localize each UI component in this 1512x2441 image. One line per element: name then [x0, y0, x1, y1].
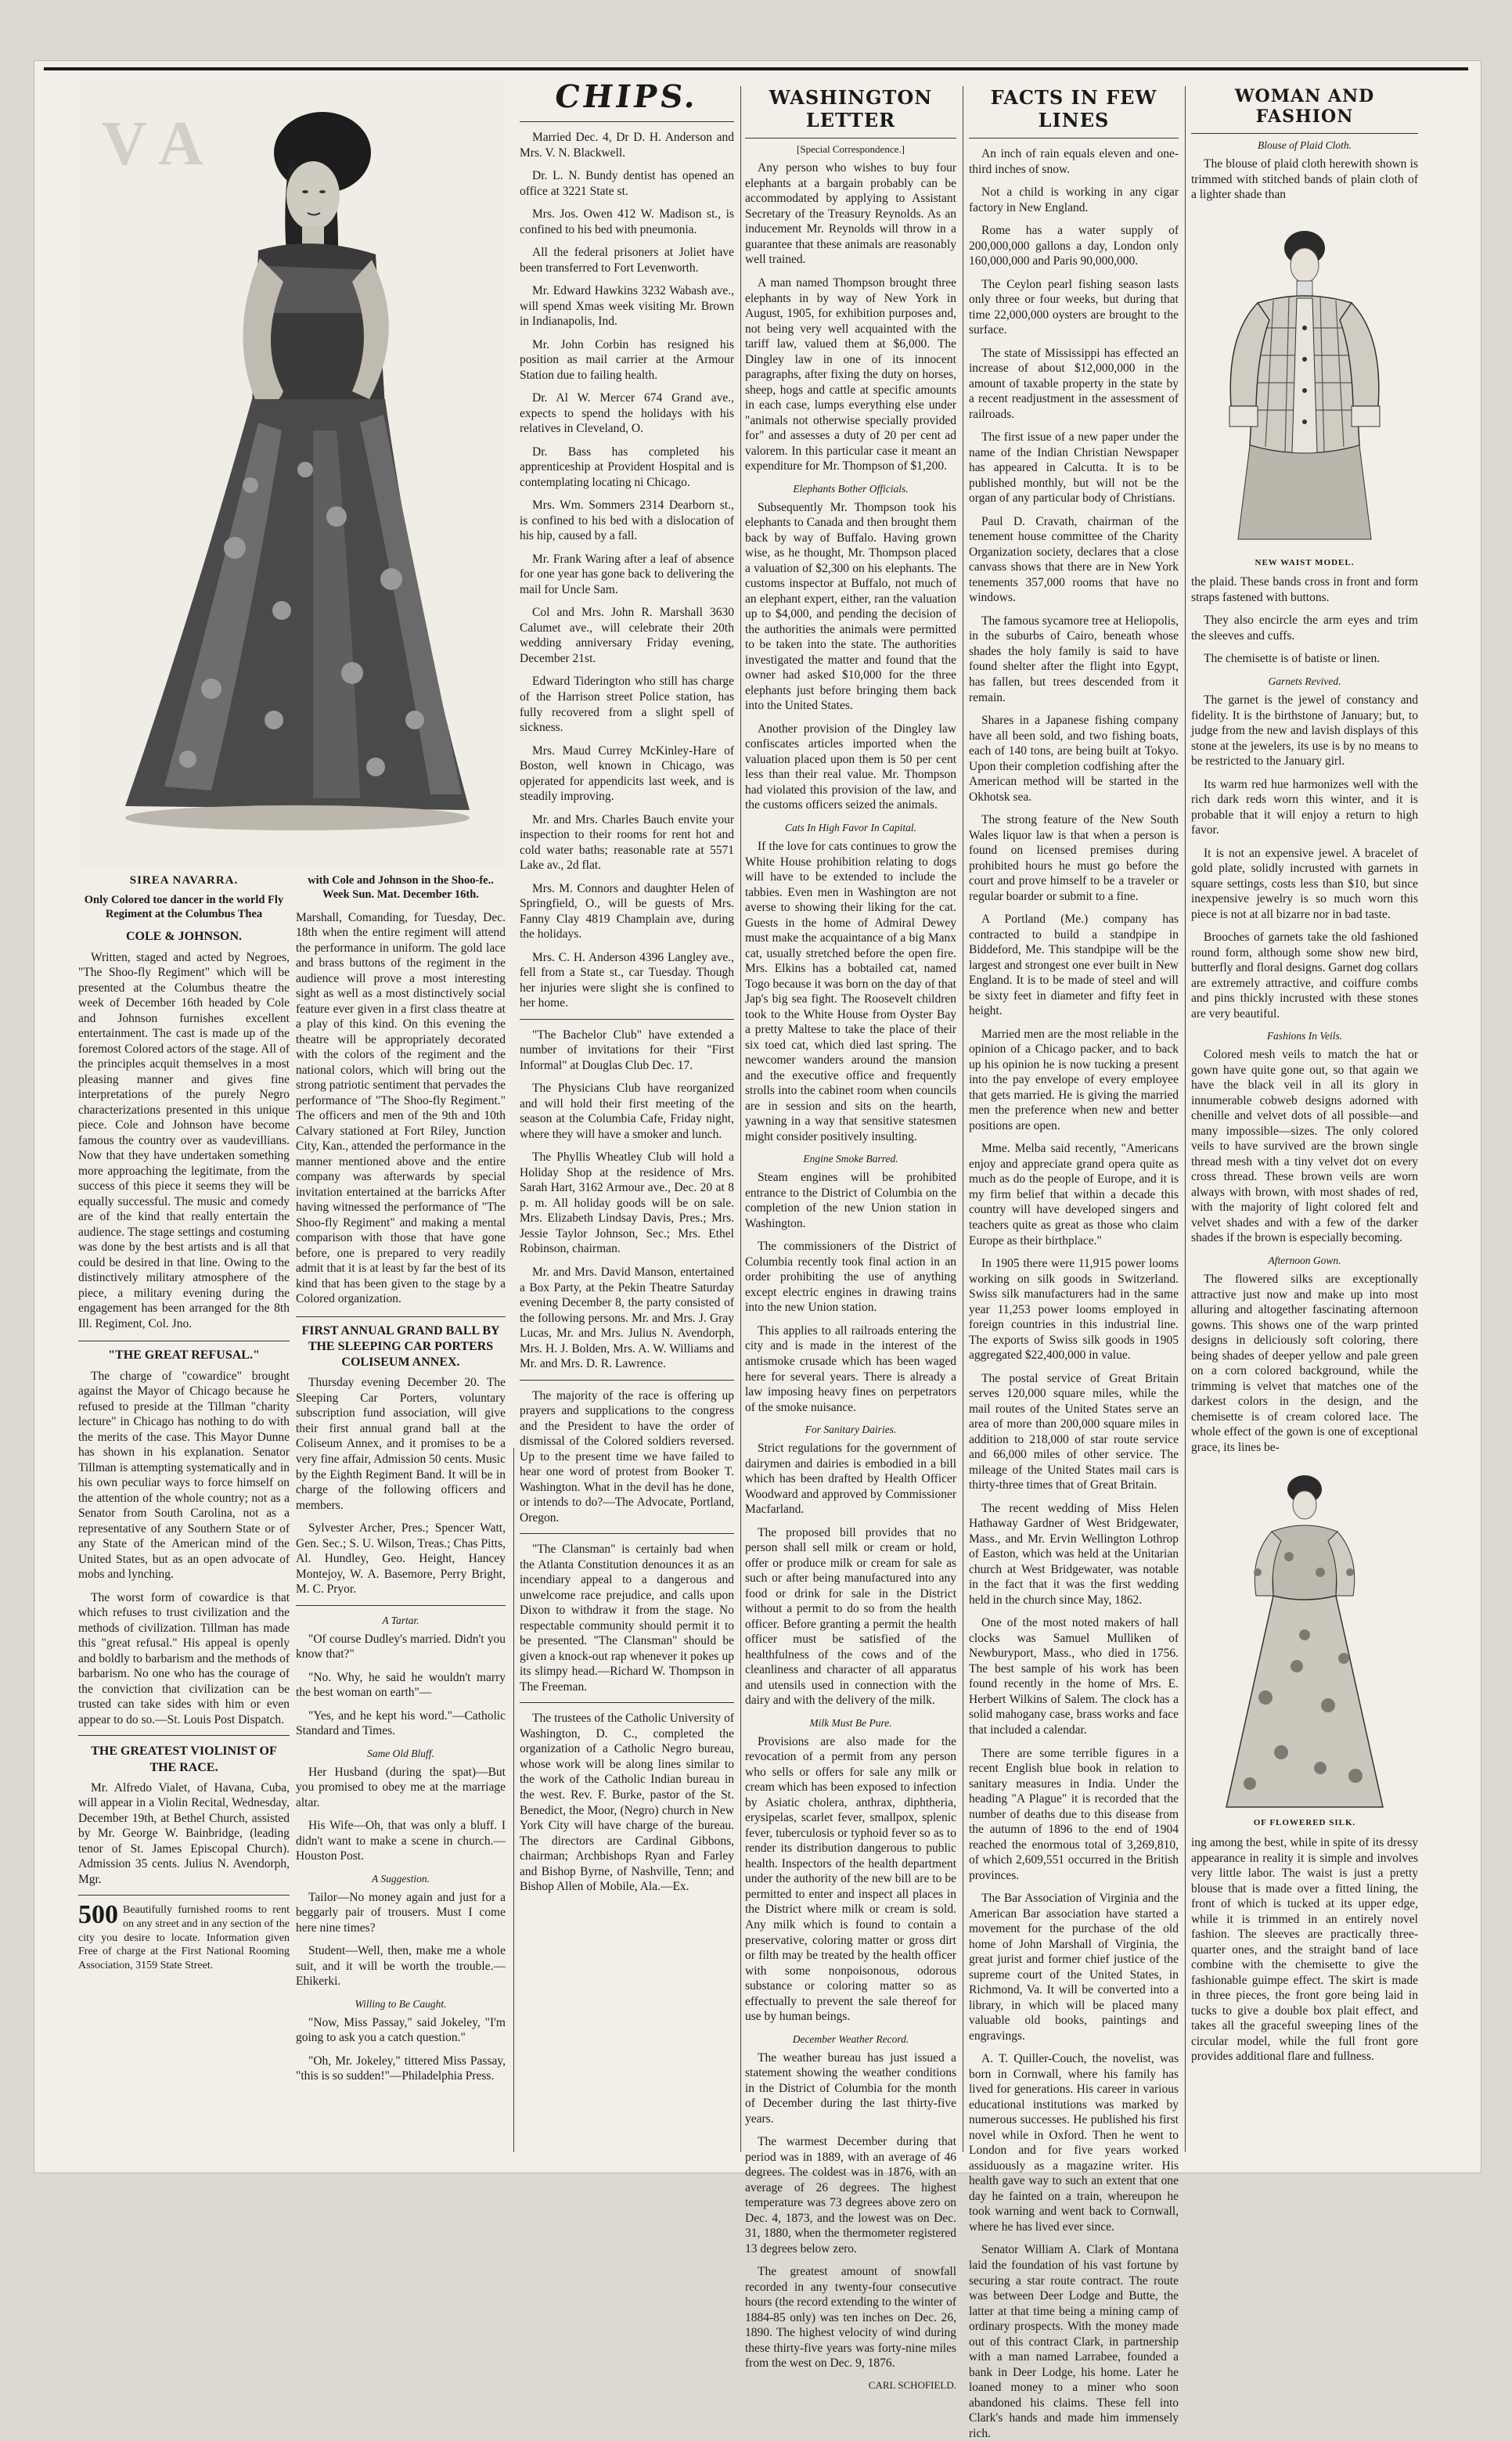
chips-heading: CHIPS.	[552, 78, 702, 115]
refusal-paragraph: The charge of "cowardice" brought against the Mayor of Chicago because he refused to preside at the Tillman "charity lecture" in Chicago has nothing to do with the merits of the case. This Mayor Dunne has shown in his explanation. Senator Tillman is attempting systematically and in his own peculiar ways to force himself on the attention of the whole country; not as a Senator from South Carolina, not as a representative of any Southern State or of any State of the American mind of the United States, but as an open advocate of mobs and lynching.	[78, 1369, 290, 1582]
refusal-paragraph: The worst form of cowardice is that which refuses to trust civilization and the methods of civilization. Tillman has made this "great refusal." His appeal is openly and boldly to barbarism and the methods of barbarism. No one who has the courage of the conviction that civilization can be trusted can take sides with him or even appear to do so.—St. Louis Post Dispatch.	[78, 1590, 290, 1726]
divider	[520, 1533, 734, 1534]
fact-item: The Bar Association of Virginia and the American Bar association have started a movement for the purchase of the old home of John Marshall of Virginia, the great jurist and former chief justice of the supreme court of the United States, in Richmond, Va. It will be converted into a library, in which will be placed many valuable old books, paintings and engravings.	[969, 1892, 1179, 2043]
photo-caption-text: Only Colored toe dancer in the world Fly Regiment at the Columbus Thea	[84, 893, 284, 921]
fact-item: Mme. Melba said recently, "Americans enjoy and appreciate grand opera quite as much as do the people of Europe, and it is my firm belief that within a decade this country will have developed singers and teachers quite as great as those who claim Europe as their birthplace."	[969, 1142, 1179, 1248]
dancer-photo	[78, 78, 506, 869]
fact-item: A Portland (Me.) company has contracted to build a standpipe in Biddeford, Me. This standpipe will be the largest and strongest one ever built in New England. It is to be made of steel and will be sixty feet in diameter and fifty feet in height.	[969, 913, 1179, 1018]
chips-item: Mrs. C. H. Anderson 4396 Langley ave., fell from a State st., car Tuesday. Though her injuries were slight she is confined to her home.	[520, 950, 734, 1010]
fact-item: Senator William A. Clark of Montana laid the foundation of his vast fortune by securing a star route contract. The route was between Deer Lodge and Butte, the latter at that time being a mining camp of ordinary prospects. With the money made out of this contract Clark, in partnership with a man named Larrabee, founded a bank in Deer Lodge, his home. Later he loaned money to a miner who soon abandoned his claims. These fell into Clark's hands and made him immensely rich.	[969, 2243, 1179, 2440]
bluff-line: His Wife—Oh, that was only a bluff. I didn't want to make a scene in church.—Houston Post.	[296, 1819, 506, 1863]
chips-item: All the federal prisoners at Joliet have been transferred to Fort Levenworth.	[520, 246, 734, 275]
fact-item: The postal service of Great Britain serves 120,000 square miles, while the mail routes of the United States serve an area of more than 200,000 square miles in addition to 218,000 of star route service and 66,000 miles of other service. The mileage of the United States mail cars is thirty-three times that of Great Britain.	[969, 1371, 1179, 1492]
tartar-line: "Yes, and he kept his word."—Catholic Standard and Times.	[296, 1708, 506, 1738]
washington-paragraph: The weather bureau has just issued a statement showing the weather conditions in the District of Columbia for the month of December during the last thirty-five years.	[745, 2050, 956, 2126]
chips-item: Mrs. Maud Currey McKinley-Hare of Boston, well known in Chicago, was opjerated for appendicits last week, and is steadily improving.	[520, 743, 734, 804]
washington-paragraph: This applies to all railroads entering the city and is made in the interest of the antismoke crusade which has been waged here for several years. There is already a law imposing heavy fines on perpetrators of the smoke nuisance.	[745, 1323, 956, 1414]
column-rule	[513, 1448, 514, 2152]
photo-block	[78, 78, 506, 869]
column-1	[78, 873, 290, 2157]
ad-text: Beautifully furnished rooms to rent on any street and in any section of the city you desire to locate. Information given Free of charge at the First National Rooming Association, 3159 State Street.	[78, 1904, 290, 1971]
divider	[969, 138, 1179, 139]
violinist-heading: THE GREATEST VIOLINIST OF THE RACE.	[91, 1744, 277, 1774]
subhead: Blouse of Plaid Cloth.	[1258, 139, 1352, 151]
fact-item: The state of Mississippi has effected an increase of about $12,000,000 in the amount of taxable property in the state by a recent readjustment in the assessment of railroads.	[969, 346, 1179, 421]
tartar-line: "No. Why, he said he wouldn't marry the best woman on earth"—	[296, 1670, 506, 1700]
waist-illustration	[1211, 211, 1399, 555]
chips-item: Mr. Edward Hawkins 3232 Wabash ave., will spend Xmas week visiting Mr. Brown in Indianapolis, Ind.	[520, 284, 734, 329]
chips-item: Dr. Bass has completed his apprenticeship at Provident Hospital and is contemplating locating ni Chicago.	[520, 445, 734, 489]
washington-paragraph: The commissioners of the District of Columbia recently took final action in an order prohibiting the use of anything except electric engines in drawing trains into the new Union station.	[745, 1240, 956, 1315]
washington-heading: WASHINGTON LETTER	[769, 86, 933, 131]
divider	[1191, 133, 1418, 134]
fact-item: The Ceylon pearl fishing season lasts only three or four weeks, but during that time 22,000,000 oysters are brought to the surface.	[969, 277, 1179, 337]
chips-item: Col and Mrs. John R. Marshall 3630 Calumet ave., will celebrate their 20th wedding anniversary Friday evening, December 21st.	[520, 606, 734, 665]
column-5-facts	[969, 86, 1179, 2440]
chips-item: Dr. Al W. Mercer 674 Grand ave., expects to spend the holidays with his relatives in Cleveland, O.	[520, 391, 734, 436]
suggestion-heading: A Suggestion.	[372, 1872, 430, 1885]
ball-officers: Sylvester Archer, Pres.; Spencer Watt, Gen. Sec.; S. U. Wilson, Treas.; Chas Pitts, Al. Hundley, Geo. Height, Hancey Montejoy, W. A. Basemore, Perry Bright, M. C. Pryor.	[296, 1521, 506, 1597]
chips-item: The majority of the race is offering up prayers and supplications to the congress and the President to have the order of dismissal of the Colored soldiers reversed. Up to the present time we have failed to hear one word of protest from Booker T. Washington. What in the devil has he done, or intends to do?—The Advocate, Portland, Oregon.	[520, 1388, 734, 1525]
chips-item: Mrs. M. Connors and daughter Helen of Springfield, O., will be guests of Mrs. Fanny Clay 4819 Champlain ave, during the holidays.	[520, 881, 734, 941]
subhead: Afternoon Gown.	[1268, 1255, 1341, 1266]
flowered-silk-gown-drawing	[1211, 1463, 1399, 1815]
fact-item: The famous sycamore tree at Heliopolis, in the suburbs of Cairo, beneath whose shades the holy family is said to have found shelter after the flight into Egypt, has fallen, but trees descended from it remain.	[969, 614, 1179, 704]
facts-list	[969, 146, 1179, 2441]
subhead: Cats In High Favor In Capital.	[785, 822, 916, 833]
caught-line: "Oh, Mr. Jokeley," tittered Miss Passay, "this is so sudden!"—Philadelphia Press.	[296, 2054, 506, 2083]
divider	[520, 1380, 734, 1381]
subhead: Engine Smoke Barred.	[803, 1153, 898, 1165]
chips-item: The Phyllis Wheatley Club will hold a Holiday Shop at the residence of Mrs. Sarah Hart, 3162 Armour ave., Dec. 20 at 8 p. m. All holiday goods will be on sale. Mrs. Elizabeth Lindsay Davis, Pres.; Mrs. Jessie Taylor Johnson, Sec.; Mrs. Ethel Robinson, chairman.	[520, 1150, 734, 1256]
washington-paragraph: If the love for cats continues to grow the White House prohibition relating to dogs will have to be extended to include the tabbies. Even men in Washington are not averse to showing their liking for the cat. Guests in the home of Admiral Dewey must make the acquaintance of a big Manx cat, usually stretched before the open fire. Mrs. Elkins has a bobtailed cat, named Togo because it was born on the day of that Jap's big sea fight. The Roosevelt children took to the White House from Oyster Bay a pretty Maltese to take the place of their six toed cat, which died last spring. The newcomer wanders around the mansion and the executive office and frequently strolls into the cabinet room when councils are in session and sits on the hearth, yawning in a way that sensitive statesmen might consider positively insulting.	[745, 840, 956, 1143]
fact-item: Married men are the most reliable in the opinion of a Chicago packer, and to back up his opinion he is now tucking a present into the pay envelope of every employee that gets married. He is giving the married men the preference when new and better positions are open.	[969, 1027, 1179, 1132]
svg-text:V A: V A	[102, 110, 203, 178]
violinist-paragraph: Mr. Alfredo Vialet, of Havana, Cuba, will appear in a Violin Recital, Wednesday, December 19th, at Bethel Church, assisted by Mr. George W. Bainbridge, (leading tenor of St. James Episcopal Church). Admission 35 cents. Julius N. Avendorph, Mgr.	[78, 1780, 290, 1886]
suggestion-line: Tailor—No money again and just for a beggarly pair of trousers. Must I come here nine times?	[296, 1890, 506, 1935]
tartar-heading: A Tartar.	[382, 1614, 419, 1626]
chips-list	[520, 130, 734, 1895]
fashion-paragraph: Brooches of garnets take the old fashioned round form, although some show new bird, butterfly and floral designs. Garnet dog collars are extremely attractive, and coiffure combs and pins thickly incrusted with these stones are very beautiful.	[1191, 931, 1418, 1021]
column-6-fashion	[1191, 86, 1418, 2160]
fashion-paragraph: It is not an expensive jewel. A bracelet of gold plate, solidly incrusted with garnets in square settings, costs less than $10, but since inexpensive jewelry is so much worn this piece is not at all bizarre nor in bad taste.	[1191, 846, 1418, 921]
photo-caption-cont: with Cole and Johnson in the Shoo-fe.. Week Sun. Mat. December 16th.	[308, 874, 494, 902]
dateline: [Special Correspondence.]	[797, 143, 905, 155]
washington-paragraph: The proposed bill provides that no person shall sell milk or cream or hold, offer or produce milk or cream for sale as such or after being manufactured into any food or drink for sale in the District without a permit to do so from the health officer. Before granting a permit the health officer must be satisfied of the healthfulness of the cows and of the cleanliness and character of all apparatus and utensils used in connection with the dairy and with the delivery of the milk.	[745, 1525, 956, 1708]
fact-item: One of the most noted makers of hall clocks was Samuel Mulliken of Newburyport, Mass., who died in 1756. The best sample of his work has been found recently in the home of Mrs. E. Herbert Wilkins of Salem. The clock has a solid mahogany case, brass works and face that included a calendar.	[969, 1616, 1179, 1737]
rooms-ad	[78, 1900, 290, 1972]
fact-item: The recent wedding of Miss Helen Hathaway Gardner of West Bridgewater, Mass., and Mr. Ervin Wellington Lothrop of Easton, which was held at the Unitarian church at West Bridgewater, was notable in the fact that it was the first wedding held in the church since May, 1862.	[969, 1501, 1179, 1607]
fashion-paragraph: The chemisette is of batiste or linen.	[1204, 652, 1381, 666]
chips-item: Mr. and Mrs. Charles Bauch envite your inspection to their rooms for rent hot and cold water baths; reasonable rate at 5571 Lake av., 2d flat.	[520, 812, 734, 873]
subhead: Fashions In Veils.	[1266, 1030, 1343, 1042]
chips-item: Mr. Frank Waring after a leaf of absence for one year has gone back to delivering the mail for Uncle Sam.	[520, 552, 734, 596]
fashion-paragraph: ing among the best, while in spite of its dressy appearance in reality it is simple and involves very little labor. The waist is just a pretty blouse that is made over a fitted lining, the front of which is tucked at its upper edge, while it is trimmed in an entirely novel fashion. The sleeves are practically three-quarter ones, and the straight band of lace combine with the chemisette to give the fashionable guimpe effect. The skirt is made in three pieces, the front gore being laid in tucks to give a double box plait effect, and takes all the graceful sweeping lines of the circular model, while the full front gore provides additional flare and fullness.	[1191, 1836, 1418, 2064]
column-4-washington	[745, 86, 956, 2391]
fact-item: Not a child is working in any cigar factory in New England.	[969, 185, 1179, 214]
subhead: December Weather Record.	[792, 2032, 909, 2045]
column-rule	[1185, 86, 1186, 2152]
photo-caption-name: SIREA NAVARRA.	[129, 874, 239, 887]
fashion-paragraph: The flowered silks are exceptionally attractive just now and make up into most alluring and altogether fascinating afternoon gowns. This shows one of the warp printed designs in deliciously soft coloring, there being shades of deeper yellow and pale green on a corn colored background, while the trimming is velvet that matches one of the darkest colors in the design, and the chemisette is of cream colored lace. The whole effect of the gown is one of exceptional grace, its lines be-	[1191, 1273, 1418, 1454]
fashion-paragraph: They also encircle the arm eyes and trim the sleeves and cuffs.	[1191, 614, 1418, 643]
caught-line: "Now, Miss Passay," said Jokeley, "I'm going to ask you a catch question."	[296, 2015, 506, 2045]
subhead: Milk Must Be Pure.	[809, 1716, 892, 1729]
cole-continued: Marshall, Comanding, for Tuesday, Dec. 18th when the entire regiment will attend the performance in uniform. The gold lace and brass buttons of the regiment in the audience will prove a most interesting sight as well as a most distinctively social feature ever given in a first class theatre at a play of this kind. On this evening the theatre will be appropriately decorated with the colors of the regiment and the national colors, which will bring out the strong patriotic sentiment that pervades the performance of "The Shoo-fly Regiment." The officers and men of the 9th and 10th Calvary stationed at Fort Riley, Junction City, Kan., attended the performance in the manner mentioned above and the entire company was afterwards by special invitation entertained at the barricks After having witnessed the performance of "The Shoo-fly Regiment" and making a mental comparison with those that have gone before, one is prepared to very readily admit that it is at least by far the best of its kind that has been given to the stage by a Colored organization.	[296, 910, 506, 1306]
divider	[520, 121, 734, 122]
washington-paragraph: The greatest amount of snowfall recorded in any twenty-four consecutive hours (the record extending to the winter of 1884-85 only) was ten inches on Dec. 26, 1890. The highest velocity of wind during these thirty-five years was forty-nine miles from the west on Dec. 9, 1876.	[745, 2265, 956, 2371]
fashion-paragraph: The garnet is the jewel of constancy and fidelity. It is the birthstone of January; but, to judge from the new and lavish displays of this stone at the jewelers, its use is by no means to be restricted to the January girl.	[1191, 693, 1418, 769]
cole-heading: COLE & JOHNSON.	[125, 930, 242, 944]
washington-paragraph: Steam engines will be prohibited entrance to the District of Columbia on the completion of the new Union station in Washington.	[745, 1171, 956, 1230]
fact-item: Rome has a water supply of 200,000,000 gallons a day, London only 160,000,000 and Paris 90,000,000.	[969, 224, 1179, 268]
column-3-chips	[520, 78, 734, 2160]
fact-item: The first issue of a new paper under the name of the Indian Christian Newspaper has appeared in Calcutta. It is to be published monthly, but will not be the organ of any particular body of Christians.	[969, 430, 1179, 506]
column-rule	[740, 86, 741, 2152]
fashion-paragraph: Colored mesh veils to match the hat or gown have quite gone out, so that again we have the black veil in all its glory in innumerable cobweb designs adorned with chenille and velvet dots of all possible—and many impossible—sizes. The only colored veils to have survived are the brown single thread mesh with a tiny velvet dot on every cross thread. These brown veils are worn always with brown, with most shades of red, with the majority of light colored felt and velvet shades and with a few of the darker shades if the brown is especially becoming.	[1191, 1048, 1418, 1245]
fig2-caption: OF FLOWERED SILK.	[1253, 1818, 1356, 1828]
top-rule	[44, 67, 1468, 70]
chips-item: "The Bachelor Club" have extended a number of invitations for their "First Informal" at Douglas Club Dec. 17.	[520, 1028, 734, 1072]
fact-item: In 1905 there were 11,915 power looms working on silk goods in Switzerland. Swiss silk manufacturers had in the same year 11,253 power looms employed in foreign countries in this industrial line. The exports of Swiss silk goods in 1905 aggregated $22,400,000 in value.	[969, 1257, 1179, 1363]
washington-paragraph: Provisions are also made for the revocation of a permit from any person who sells or offers for sale any milk or cream which has been exposed to infection by Asiatic cholera, anthrax, diphtheria, erysipelas, scarlet fever, smallpox, splenic fever, tuberculosis or typhoid fever so as to render its distribution dangerous to public health. Inspectors of the health department under the authority of the new bill are to be permitted to enter and inspect all places in the District where milk or cream is sold. Any milk which is found to contain a preservative, coloring matter or gross dirt or filth may be treated by the health officer with some nonpoisonous, odorous substance or coloring matter so as effectually to prevent the sale thereof for use by human beings.	[745, 1734, 956, 2024]
washington-paragraph: The warmest December during that period was in 1889, with an average of 46 degrees. The coldest was in 1876, with an average of 26 degrees. The highest temperature was 73 degrees above zero on Dec. 4, 1873, and the lowest was on Dec. 31, 1880, when the thermometer registered 13 degrees below zero.	[745, 2135, 956, 2256]
divider	[78, 1895, 290, 1896]
washington-paragraph: A man named Thompson brought three elephants in by way of New York in August, 1905, for exhibition purposes and, not being very well acquainted with the tariff law, valued them at $6,000. The Dingley law in one of its innocent paragraphs, after fixing the duty on horses, sheep, hogs and cattle at specific amounts in each case, lumps everything else under "animals not otherwise specially provided for" and assesses a duty of 20 per cent ad valorem. In this particular case it meant an expenditure for Mr. Thompson of $1,200.	[745, 275, 956, 473]
suggestion-line: Student—Well, then, make me a whole suit, and it will be worth the trouble.—Ehikerki.	[296, 1944, 506, 1989]
fashion-paragraph: the plaid. These bands cross in front and form straps fastened with buttons.	[1191, 575, 1418, 604]
subhead: Garnets Revived.	[1268, 675, 1341, 687]
column-2	[296, 873, 506, 2157]
fact-item: Paul D. Cravath, chairman of the tenement house committee of the Charity Organization society, declares that a close canvass shows that there are in New York tenements 357,000 rooms that have no windows.	[969, 514, 1179, 605]
fashion-paragraph: The blouse of plaid cloth herewith shown is trimmed with stitched bands of plain cloth of a lighter shade than	[1191, 157, 1418, 202]
tartar-line: "Of course Dudley's married. Didn't you know that?"	[296, 1632, 506, 1662]
divider	[520, 1019, 734, 1020]
fact-item: A. T. Quiller-Couch, the novelist, was born in Cornwall, where his family has lived for generations. His career in various educational institutions was marked by numerous successes. He published his first novel while in Oxford. Then he went to London and for five years worked assiduously as a magazine writer. His health gave way to such an extent that one day he fainted on a train, whereupon he took warning and went back to Cornwall, where he has lived ever since.	[969, 2052, 1179, 2234]
divider	[296, 1316, 506, 1317]
chips-item: Dr. L. N. Bundy dentist has opened an office at 3221 State st.	[520, 169, 734, 198]
chips-item: Edward Tiderington who still has charge of the Harrison street Police station, has fully recovered from a slight spell of sickness.	[520, 675, 734, 735]
fact-item: The strong feature of the New South Wales liquor law is that when a person is found on licensed premises during prohibited hours he must go before the court and prove himself to be a traveler or regular boarder or submit to a fine.	[969, 813, 1179, 903]
gown-illustration	[1211, 1463, 1399, 1815]
fact-item: An inch of rain equals eleven and one-third inches of snow.	[969, 147, 1179, 176]
chips-item: Mrs. Wm. Sommers 2314 Dearborn st., is confined to his bed with a dislocation of his hip, caused by a fall.	[520, 499, 734, 543]
ball-paragraph: Thursday evening December 20. The Sleeping Car Porters, voluntary subscription fund association, will give their first annual grand ball at the Coliseum Annex, and it promises to be a very fine affair, Admission 50 cents. Music by the Eighth Regiment Band. It will be in charge of the following officers and members.	[296, 1376, 506, 1512]
facts-heading: FACTS IN FEW LINES	[990, 86, 1157, 131]
chips-item: Mr. and Mrs. David Manson, entertained a Box Party, at the Pekin Theatre Saturday evening December 8, the party consisted of the following persons. Mr. and Mrs. J. Gray Lucas, Mr. and Mrs. Julius N. Avendorph, Mrs. H. J. Bolden, Mrs. A. W. Williams and Mr. and Mrs. D. R. Lawrence.	[520, 1266, 734, 1371]
refusal-heading: "THE GREAT REFUSAL."	[108, 1348, 260, 1363]
waist-model-drawing	[1211, 211, 1399, 555]
washington-paragraph: Subsequently Mr. Thompson took his elephants to Canada and then brought them back by way of Buffalo. Having grown wise, as he thought, Mr. Thompson placed a valuation of $2,300 on his elephants. The customs inspector at Buffalo, not much of an elephant expert, either, ran the valuation up to $4,000, and pending the decision of the authorities the animals were permitted to be taken into the state. The authorities investigated the matter and found that the owner had asked $10,000 for the three elephants just before bringing them back into the United States.	[745, 500, 956, 713]
chips-item: Mrs. Jos. Owen 412 W. Madison st., is confined to his bed with pneumonia.	[520, 207, 734, 236]
chips-item: The trustees of the Catholic University of Washington, D. C., completed the organization of a Catholic Negro bureau, whose work will be along lines similar to the work of the Catholic Indian bureau in the west. Rev. F. Burke, pastor of the St. Benedict, the Moor, (Negro) church in New York City will have charge of the bureau. The directors are Cardinal Gibbons, chairman; Archbishops Ryan and Farley and Bishop Byrne, of Nashville, Tenn; and Bishop Allen of Mobile, Ala.—Ex.	[520, 1712, 734, 1894]
fig1-caption: NEW WAIST MODEL.	[1255, 557, 1355, 567]
divider	[520, 1702, 734, 1703]
bluff-line: Her Husband (during the spat)—But you promised to obey me at the marriage altar.	[296, 1765, 506, 1809]
chips-item: The Physicians Club have reorganized and will hold their first meeting of the season at the Columbia Cafe, Friday night, where they will have a smoker and lunch.	[520, 1082, 734, 1141]
cole-paragraph: Written, staged and acted by Negroes, "The Shoo-fly Regiment" which will be presented at the Columbus theatre the week of December 16th headed by Cole and Johnson furnishes excellent entertainment. The cast is made up of the foremost Colored actors of the stage. All of the principles acquit themselves in a most pleasing manner and gives fine interpretations of the purely Negro characterizations presented in this unique piece. Cole and Johnson have become famous the country over as vaudevillians. Now that they have undertaken something more approaching the legitimate, from the success of this piece it seems they will be equally successful. The music and comedy are of the kind that really entertain the audience. The stage settings and costuming was done by the best artists and is all that could be desired in that line. Owing to the distinctively military atmosphere of the piece, a military evening during the engagement has been arranged for the 8th Ill. Regiment, Col. Jno.	[78, 950, 290, 1330]
divider	[78, 1735, 290, 1736]
caught-heading: Willing to Be Caught.	[355, 1997, 447, 2010]
subhead: For Sanitary Dairies.	[805, 1424, 897, 1436]
washington-paragraph: Strict regulations for the government of dairymen and dairies is embodied in a bill which has been drafted by Health Officer Woodward and approved by Commissioner Macfarland.	[745, 1442, 956, 1517]
divider	[296, 1605, 506, 1606]
fashion-paragraph: Its warm red hue harmonizes well with the rich dark reds worn this winter, and it is probable that it will enjoy a return to high favor.	[1191, 777, 1418, 837]
bluff-heading: Same Old Bluff.	[367, 1747, 434, 1759]
signature: CARL SCHOFIELD.	[868, 2378, 956, 2391]
subhead: Elephants Bother Officials.	[793, 482, 909, 495]
ad-number: 500	[78, 1900, 118, 1930]
chips-item: "The Clansman" is certainly bad when the Atlanta Constitution denounces it as an incendiary appeal to a dangerous and unwelcome race prejudice, and calls upon Dixon to withdraw it from the stage. No respectable community should permit it to be presented. "The Clansman" should be given a knock-out rap whenever it pokes up its slimpy head.—Richard W. Thompson in The Freeman.	[520, 1543, 734, 1694]
fact-item: Shares in a Japanese fishing company have all been sold, and two fishing boats, each of 140 tons, are being built at Tokyo. Upon their completion codfishing after the American method will be started in the Okhotsk sea.	[969, 714, 1179, 804]
washington-paragraph: Another provision of the Dingley law confiscates articles imported when the valuation placed upon them is 50 per cent less than their real value. Mr. Thompson had violated this provision of the law, and the customs officers seized the animals.	[745, 722, 956, 812]
washington-paragraph: Any person who wishes to buy four elephants at a bargain probably can be accommodated by applying to Assistant Secretary of the Treasury Reynolds. As an inducement Mr. Reynolds will throw in a guarantee that these animals are reasonably well trained.	[745, 161, 956, 267]
ball-heading: FIRST ANNUAL GRAND BALL BY THE SLEEPING CAR PORTERS COLISEUM ANNEX.	[301, 1323, 500, 1370]
fashion-heading: WOMAN AND FASHION	[1234, 86, 1375, 127]
fact-item: There are some terrible figures in a recent English blue book in relation to sanitary measures in India. Under the heading "A Plague" it is recorded that the number of deaths due to this disease from the autumn of 1896 to the end of 1904 reached the enormous total of 3,269,810, of which 2,609,551 occurred in the British provinces.	[969, 1746, 1179, 1882]
chips-item: Mr. John Corbin has resigned his position as mail carrier at the Armour Station due to failing health.	[520, 337, 734, 382]
divider	[745, 138, 956, 139]
chips-item: Married Dec. 4, Dr D. H. Anderson and Mrs. V. N. Blackwell.	[520, 131, 734, 160]
